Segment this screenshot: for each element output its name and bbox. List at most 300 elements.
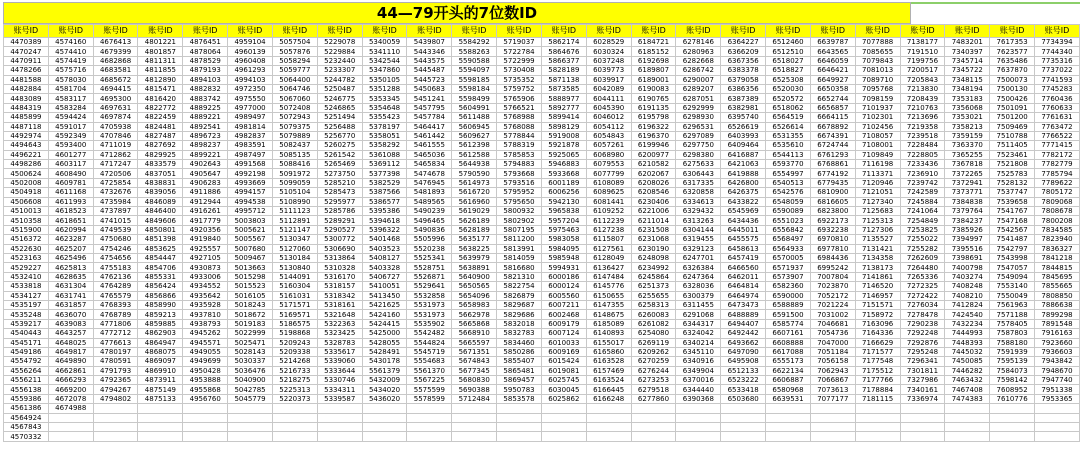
id-cell[interactable]: 6306443 [676,169,721,178]
column-header[interactable]: 账号ID [721,25,766,38]
id-cell[interactable]: 7617353 [990,38,1035,47]
id-cell[interactable]: 5030337 [228,357,273,366]
id-cell[interactable]: 4679399 [93,47,138,56]
id-cell[interactable]: 7367818 [945,160,990,169]
id-cell[interactable]: 6028529 [586,38,631,47]
id-cell[interactable]: 7292876 [900,338,945,347]
id-cell[interactable] [362,423,407,432]
id-cell[interactable]: 7509469 [990,122,1035,131]
id-cell[interactable]: 7054736 [810,329,855,338]
column-header[interactable]: 账号ID [766,25,811,38]
id-cell[interactable]: 5759752 [497,84,542,93]
id-cell[interactable]: 6464814 [721,282,766,291]
id-cell[interactable]: 7398691 [945,253,990,262]
id-cell[interactable]: 7125313 [855,216,900,225]
id-cell[interactable]: 4583117 [48,94,93,103]
id-cell[interactable]: 7228805 [900,150,945,159]
id-cell[interactable]: 5289291 [317,216,362,225]
id-cell[interactable]: 5079889 [272,131,317,140]
id-cell[interactable]: 7353183 [945,94,990,103]
id-cell[interactable]: 6037248 [586,56,631,65]
id-cell[interactable]: 6334613 [676,197,721,206]
id-cell[interactable]: 7327986 [900,376,945,385]
id-cell[interactable]: 5800932 [497,207,542,216]
column-header[interactable]: 账号ID [138,25,183,38]
id-cell[interactable]: 7046681 [810,319,855,328]
id-cell[interactable]: 5434020 [362,385,407,394]
id-cell[interactable]: 6588889 [766,300,811,309]
id-cell[interactable]: 6639531 [766,394,811,403]
id-cell[interactable]: 4593400 [48,141,93,150]
id-cell[interactable]: 4682868 [93,56,138,65]
id-cell[interactable]: 5310328 [317,263,362,272]
id-cell[interactable]: 7595139 [990,357,1035,366]
id-cell[interactable]: 4762136 [93,272,138,281]
id-cell[interactable]: 5490836 [407,225,452,234]
id-cell[interactable]: 4839056 [138,188,183,197]
id-cell[interactable]: 4685672 [93,75,138,84]
id-cell[interactable]: 7543998 [990,253,1035,262]
id-cell[interactable]: 6426800 [721,178,766,187]
id-cell[interactable]: 5496465 [407,216,452,225]
id-cell[interactable]: 7782779 [1035,160,1080,169]
id-cell[interactable]: 5465036 [407,150,452,159]
id-cell[interactable]: 5445487 [407,66,452,75]
id-cell[interactable]: 4705938 [93,122,138,131]
id-cell[interactable]: 6297089 [676,131,721,140]
id-cell[interactable]: 5866377 [541,56,586,65]
id-cell[interactable]: 5730408 [497,66,542,75]
id-cell[interactable] [721,413,766,422]
id-cell[interactable] [945,413,990,422]
id-cell[interactable]: 5811200 [497,235,542,244]
id-cell[interactable]: 7353021 [945,113,990,122]
id-cell[interactable]: 6127238 [586,225,631,234]
id-cell[interactable]: 6525308 [766,75,811,84]
id-cell[interactable]: 4529227 [4,263,49,272]
id-cell[interactable]: 7242589 [900,188,945,197]
id-cell[interactable]: 5209338 [272,347,317,356]
id-cell[interactable]: 6591500 [766,310,811,319]
id-cell[interactable]: 4822459 [138,113,183,122]
id-cell[interactable]: 7021224 [810,300,855,309]
id-cell[interactable]: 5822754 [497,282,542,291]
id-cell[interactable]: 7400798 [945,263,990,272]
id-cell[interactable]: 4780197 [93,347,138,356]
id-cell[interactable]: 6932238 [810,225,855,234]
id-cell[interactable]: 6025745 [541,376,586,385]
id-cell[interactable]: 7365255 [945,150,990,159]
id-cell[interactable]: 7608952 [990,385,1035,394]
id-cell[interactable]: 7348194 [945,84,990,93]
id-cell[interactable]: 7467408 [945,385,990,394]
id-cell[interactable]: 5406727 [362,272,407,281]
id-cell[interactable]: 6030324 [586,47,631,56]
id-cell[interactable]: 5594097 [452,66,497,75]
id-cell[interactable]: 5457784 [407,113,452,122]
id-cell[interactable]: 5561379 [362,366,407,375]
id-cell[interactable]: 4470389 [4,38,49,47]
id-cell[interactable] [362,432,407,441]
id-cell[interactable]: 5933668 [541,169,586,178]
id-cell[interactable]: 6287051 [676,94,721,103]
id-cell[interactable]: 5306690 [317,244,362,253]
id-cell[interactable]: 5340059 [362,38,407,47]
id-cell[interactable]: 5428491 [362,347,407,356]
id-cell[interactable]: 4510013 [4,207,49,216]
id-cell[interactable]: 7450085 [945,357,990,366]
id-cell[interactable]: 4883742 [183,94,228,103]
id-cell[interactable] [452,423,497,432]
id-cell[interactable] [317,432,362,441]
id-cell[interactable]: 7424540 [945,310,990,319]
id-cell[interactable]: 7102301 [855,113,900,122]
column-header[interactable]: 账号ID [1035,25,1080,38]
id-cell[interactable]: 7591939 [990,347,1035,356]
id-cell[interactable]: 5525341 [407,253,452,262]
id-cell[interactable]: 5450683 [407,84,452,93]
id-cell[interactable]: 4482884 [4,84,49,93]
id-cell[interactable] [945,423,990,432]
id-cell[interactable]: 5985948 [541,253,586,262]
id-cell[interactable]: 5042785 [228,385,273,394]
id-cell[interactable]: 4540443 [4,329,49,338]
id-cell[interactable]: 5382529 [362,178,407,187]
id-cell[interactable]: 6403993 [721,131,766,140]
id-cell[interactable] [138,432,183,441]
id-cell[interactable]: 6185152 [631,47,676,56]
id-cell[interactable]: 5013663 [228,263,273,272]
id-cell[interactable]: 4516372 [4,235,49,244]
id-cell[interactable]: 5358051 [362,131,407,140]
id-cell[interactable]: 5432009 [362,376,407,385]
id-cell[interactable]: 6512460 [766,38,811,47]
id-cell[interactable]: 4549186 [4,347,49,356]
id-cell[interactable]: 4882832 [183,84,228,93]
id-cell[interactable]: 5330746 [317,376,362,385]
id-cell[interactable]: 5677345 [452,366,497,375]
id-cell[interactable] [990,404,1035,413]
id-cell[interactable]: 5590588 [452,56,497,65]
id-cell[interactable]: 4780591 [93,357,138,366]
id-cell[interactable]: 7077888 [855,38,900,47]
id-cell[interactable] [497,432,542,441]
id-cell[interactable]: 5025471 [228,338,273,347]
id-cell[interactable]: 6607161 [766,329,811,338]
id-cell[interactable]: 4484319 [4,103,49,112]
id-cell[interactable] [1035,413,1080,422]
id-cell[interactable]: 5339060 [317,357,362,366]
id-cell[interactable]: 4470911 [4,56,49,65]
id-cell[interactable]: 7578405 [990,319,1035,328]
id-cell[interactable]: 6009169 [541,347,586,356]
id-cell[interactable]: 4933006 [183,272,228,281]
id-cell[interactable]: 4535248 [4,310,49,319]
id-cell[interactable]: 5814059 [497,253,542,262]
id-cell[interactable]: 7943842 [1035,357,1080,366]
id-cell[interactable]: 4601277 [48,150,93,159]
id-cell[interactable]: 5350105 [362,75,407,84]
id-cell[interactable]: 5526871 [407,272,452,281]
id-cell[interactable]: 5318161 [317,300,362,309]
id-cell[interactable]: 7166629 [855,338,900,347]
id-cell[interactable]: 7855665 [1035,282,1080,291]
id-cell[interactable]: 6650358 [810,84,855,93]
id-cell[interactable]: 6324042 [676,329,721,338]
id-cell[interactable]: 7340161 [900,385,945,394]
id-cell[interactable]: 4960408 [228,56,273,65]
id-cell[interactable]: 7296341 [900,357,945,366]
id-cell[interactable]: 4850801 [138,225,183,234]
id-cell[interactable]: 5892777 [541,103,586,112]
id-cell[interactable]: 7521808 [990,160,1035,169]
id-cell[interactable] [766,404,811,413]
id-cell[interactable]: 5333644 [317,366,362,375]
id-cell[interactable]: 5638225 [452,244,497,253]
id-cell[interactable]: 6286742 [676,66,721,75]
id-cell[interactable]: 4816420 [138,94,183,103]
id-cell[interactable]: 5424415 [362,319,407,328]
id-cell[interactable]: 5064746 [272,84,317,93]
id-cell[interactable]: 5983058 [541,235,586,244]
id-cell[interactable]: 4919840 [183,235,228,244]
id-cell[interactable]: 6922173 [810,216,855,225]
column-header[interactable]: 账号ID [676,25,721,38]
id-cell[interactable]: 4812890 [138,75,183,84]
id-cell[interactable]: 4920356 [183,225,228,234]
id-cell[interactable]: 4725854 [93,178,138,187]
id-cell[interactable]: 4676413 [93,38,138,47]
id-cell[interactable]: 6646421 [810,66,855,75]
id-cell[interactable]: 4994103 [228,75,273,84]
id-cell[interactable]: 5261542 [317,150,362,159]
id-cell[interactable]: 5246775 [317,94,362,103]
id-cell[interactable]: 5361088 [362,150,407,159]
id-cell[interactable]: 7379764 [945,207,990,216]
id-cell[interactable]: 6816605 [810,197,855,206]
id-cell[interactable]: 7146520 [855,282,900,291]
id-cell[interactable]: 6340214 [676,338,721,347]
id-cell[interactable]: 6112239 [586,216,631,225]
id-cell[interactable]: 4889221 [183,113,228,122]
id-cell[interactable]: 6006256 [541,188,586,197]
id-cell[interactable]: 6370016 [676,376,721,385]
id-cell[interactable]: 7523461 [990,150,1035,159]
id-cell[interactable]: 6189001 [631,75,676,84]
id-cell[interactable]: 5127060 [272,244,317,253]
id-cell[interactable]: 4982837 [228,131,273,140]
id-cell[interactable]: 5377398 [362,169,407,178]
id-cell[interactable] [855,432,900,441]
id-cell[interactable]: 4994157 [228,188,273,197]
id-cell[interactable]: 6512510 [766,47,811,56]
id-cell[interactable]: 7588180 [990,338,1035,347]
id-cell[interactable]: 4792365 [93,376,138,385]
id-cell[interactable]: 5690388 [452,385,497,394]
id-cell[interactable]: 6068980 [586,150,631,159]
id-cell[interactable]: 4697874 [93,113,138,122]
id-cell[interactable]: 5899414 [541,113,586,122]
id-cell[interactable]: 6289207 [676,84,721,93]
id-cell[interactable] [900,432,945,441]
id-cell[interactable]: 6512133 [721,366,766,375]
id-cell[interactable]: 4674988 [48,404,93,413]
id-cell[interactable]: 4854706 [138,263,183,272]
id-cell[interactable]: 6108089 [586,178,631,187]
id-cell[interactable]: 5214268 [272,357,317,366]
id-cell[interactable] [317,413,362,422]
id-cell[interactable]: 5225313 [272,385,317,394]
id-cell[interactable]: 5112891 [272,216,317,225]
id-cell[interactable]: 7205843 [900,75,945,84]
id-cell[interactable]: 4470247 [4,47,49,56]
id-cell[interactable]: 6145776 [586,282,631,291]
id-cell[interactable]: 4564924 [4,413,49,422]
id-cell[interactable]: 5220373 [272,394,317,403]
id-cell[interactable]: 4522630 [4,244,49,253]
id-cell[interactable]: 6166445 [586,385,631,394]
id-cell[interactable]: 5421625 [362,300,407,309]
id-cell[interactable]: 6349904 [676,366,721,375]
id-cell[interactable]: 4556211 [4,376,49,385]
id-cell[interactable]: 4827692 [138,141,183,150]
id-cell[interactable]: 7372941 [945,178,990,187]
id-cell[interactable] [228,432,273,441]
id-cell[interactable]: 7089710 [855,75,900,84]
id-cell[interactable]: 5544824 [407,338,452,347]
id-cell[interactable]: 7373771 [945,188,990,197]
column-header[interactable]: 账号ID [810,25,855,38]
id-cell[interactable]: 5342544 [362,56,407,65]
id-cell[interactable] [272,423,317,432]
id-cell[interactable]: 6202067 [631,169,676,178]
id-cell[interactable]: 5424160 [362,310,407,319]
column-header[interactable]: 账号ID [183,25,228,38]
id-cell[interactable]: 5353345 [362,94,407,103]
id-cell[interactable]: 5395386 [362,207,407,216]
id-cell[interactable]: 7547057 [990,263,1035,272]
id-cell[interactable]: 5545719 [407,347,452,356]
id-cell[interactable]: 4862903 [138,329,183,338]
id-cell[interactable]: 6678892 [810,122,855,131]
id-cell[interactable]: 6344440 [676,385,721,394]
id-cell[interactable]: 6568497 [766,235,811,244]
id-cell[interactable]: 7500130 [990,84,1035,93]
id-cell[interactable] [138,404,183,413]
id-cell[interactable]: 6383378 [721,66,766,75]
id-cell[interactable]: 5229884 [317,47,362,56]
id-cell[interactable]: 5144091 [272,272,317,281]
id-cell[interactable]: 6320858 [676,188,721,197]
id-cell[interactable]: 7936603 [1035,347,1080,356]
id-cell[interactable]: 7501091 [990,103,1035,112]
id-cell[interactable]: 4649817 [48,347,93,356]
id-cell[interactable]: 5850286 [497,347,542,356]
id-cell[interactable]: 5671351 [452,347,497,356]
id-cell[interactable]: 6970810 [810,235,855,244]
id-cell[interactable]: 6652744 [810,94,855,103]
id-cell[interactable]: 6163524 [586,376,631,385]
id-cell[interactable]: 7356068 [945,103,990,112]
id-cell[interactable]: 4811855 [138,66,183,75]
id-cell[interactable]: 5461442 [407,131,452,140]
id-cell[interactable]: 7448393 [945,338,990,347]
id-cell[interactable]: 7066867 [810,376,855,385]
id-cell[interactable]: 5616720 [452,188,497,197]
id-cell[interactable]: 7359159 [945,131,990,140]
id-cell[interactable]: 4849606 [138,216,183,225]
id-cell[interactable]: 5285473 [317,188,362,197]
id-cell[interactable]: 5387566 [362,188,407,197]
id-cell[interactable] [541,413,586,422]
id-cell[interactable]: 4609781 [48,178,93,187]
id-cell[interactable]: 4945262 [183,329,228,338]
id-cell[interactable]: 5532858 [407,291,452,300]
id-cell[interactable]: 5198868 [272,329,317,338]
id-cell[interactable]: 7474383 [945,394,990,403]
id-cell[interactable]: 5290527 [317,225,362,234]
id-cell[interactable]: 7292248 [900,329,945,338]
id-cell[interactable]: 7181115 [855,394,900,403]
id-cell[interactable]: 5476945 [407,178,452,187]
id-cell[interactable]: 6199946 [631,141,676,150]
id-cell[interactable]: 6200977 [631,150,676,159]
id-cell[interactable]: 6282668 [676,56,721,65]
id-cell[interactable]: 5785853 [497,150,542,159]
id-cell[interactable]: 5531973 [407,310,452,319]
id-cell[interactable]: 4981814 [228,122,273,131]
id-cell[interactable]: 7525783 [990,169,1035,178]
id-cell[interactable]: 5019183 [228,319,273,328]
id-cell[interactable]: 5826879 [497,291,542,300]
id-cell[interactable]: 5640900 [452,272,497,281]
id-cell[interactable]: 5490239 [407,207,452,216]
id-cell[interactable]: 4911886 [183,188,228,197]
id-cell[interactable]: 7384838 [945,197,990,206]
column-header[interactable]: 账号ID [272,25,317,38]
id-cell[interactable]: 6344317 [676,319,721,328]
column-header[interactable]: 账号ID [362,25,407,38]
id-cell[interactable]: 6823800 [810,207,855,216]
id-cell[interactable]: 7116198 [855,160,900,169]
id-cell[interactable]: 6434436 [721,216,766,225]
id-cell[interactable]: 6590089 [766,207,811,216]
id-cell[interactable]: 7245884 [900,197,945,206]
id-cell[interactable]: 4937810 [183,310,228,319]
column-header[interactable]: 账号ID [228,25,273,38]
id-cell[interactable]: 4532410 [4,272,49,281]
id-cell[interactable]: 6254080 [631,329,676,338]
id-cell[interactable]: 4620994 [48,225,93,234]
id-cell[interactable]: 7125683 [855,207,900,216]
id-cell[interactable] [676,404,721,413]
id-cell[interactable]: 6570005 [766,253,811,262]
id-cell[interactable] [721,432,766,441]
id-cell[interactable]: 5318157 [317,282,362,291]
id-cell[interactable]: 7171577 [855,347,900,356]
id-cell[interactable]: 4623287 [48,235,93,244]
id-cell[interactable]: 6544113 [766,150,811,159]
id-cell[interactable]: 5064400 [272,75,317,84]
id-cell[interactable]: 7500073 [990,75,1035,84]
id-cell[interactable]: 6247701 [676,253,721,262]
id-cell[interactable]: 7823940 [1035,235,1080,244]
id-cell[interactable]: 6298380 [676,150,721,159]
id-cell[interactable] [766,432,811,441]
id-cell[interactable]: 7131421 [855,244,900,253]
id-cell[interactable]: 5057876 [272,47,317,56]
id-cell[interactable]: 4594424 [48,113,93,122]
